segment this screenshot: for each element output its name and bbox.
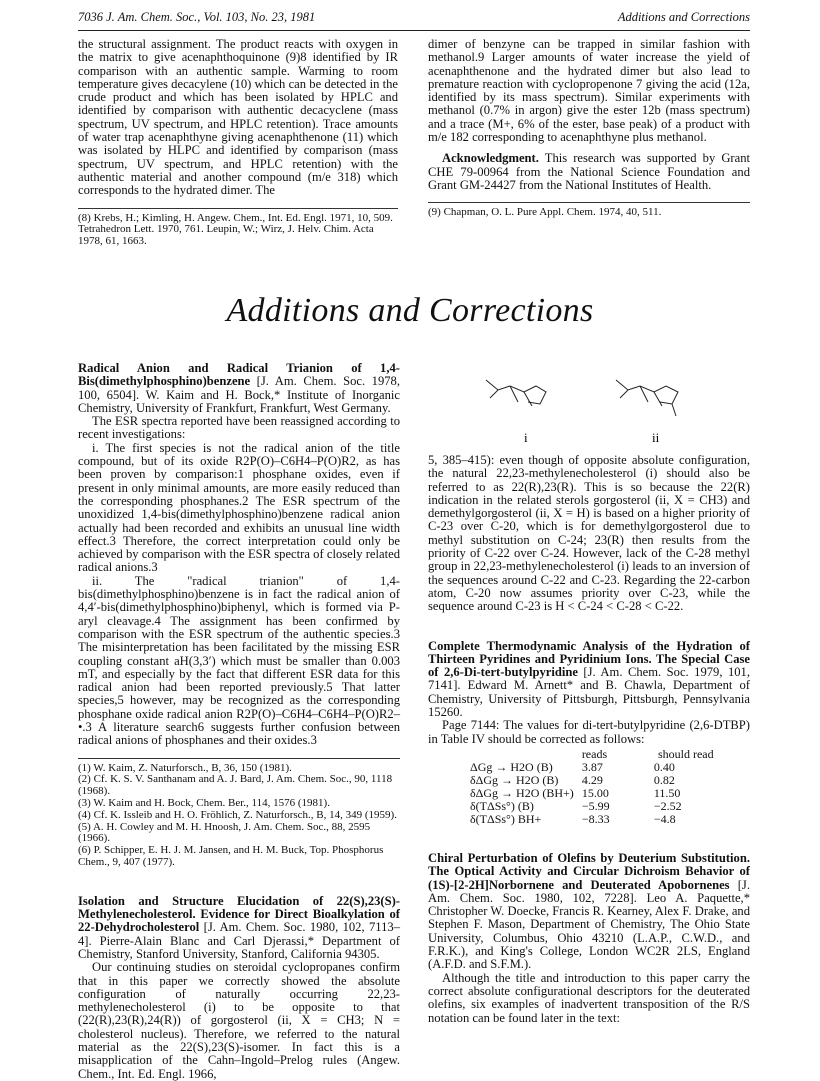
footnote-3: (3) W. Kaim and H. Bock, Chem. Ber., 114, 1576 (1981). xyxy=(78,797,330,809)
table-row xyxy=(466,774,722,787)
row-should: 0.40 xyxy=(653,759,675,774)
top-left-column xyxy=(78,38,398,248)
correction-3-para-1: Page 7144: The values for di-tert-butylpyridine (2,6-DTBP) in Table IV should be corrected as follows: xyxy=(428,718,750,746)
correction-3-heading xyxy=(428,640,750,720)
row-label: δ(TΔSs°) BH+ xyxy=(470,811,542,826)
footnote-5: (5) A. H. Cowley and M. H. Hnoosh, J. Am. Chem. Soc., 88, 2595 (1966). xyxy=(78,820,371,845)
row-reads: 4.29 xyxy=(581,772,603,787)
correction-1-footnotes xyxy=(78,758,400,869)
footnote-2: (2) Cf. K. S. V. Santhanam and A. J. Bard, J. Am. Chem. Soc., 90, 1118 (1968). xyxy=(78,773,393,798)
correction-1-para-1: The ESR spectra reported have been reassigned according to recent investigations: xyxy=(78,414,400,442)
footnote-8: (8) Krebs, H.; Kimling, H. Angew. Chem., Int. Ed. Engl. 1971, 10, 509. Tetrahedron Lett. 1970, 761. Leupin, W.; Wirz, J. Helv. Chim. Acta 1978, 61, 1663. xyxy=(78,211,393,248)
footnote-4: (4) Cf. K. Issleib and H. O. Fröhlich, Z. Naturforsch., B, 14, 349 (1959). xyxy=(78,808,397,821)
correction-1-para-2: i. The first species is not the radical anion of the title compound, but of its oxide R2P(O)–C6H4–P(O)R2, as has been proven by comparison:1 phosphane oxides, even if present in only minimal amounts, are more easily reduced than the corresponding phosphanes.2 The ESR spectrum of the unoxidized 1,4-bis(dimethylphosphino)benzene radical anion actually had been recorded and exhibits an unusual line width effect.3 Therefore, the correct interpretation could only be achieved by comparison with the ESR spectra of closely related radical anions.3 xyxy=(78,440,400,575)
row-reads: 15.00 xyxy=(581,785,609,800)
footnote-1: (1) W. Kaim, Z. Naturforsch., B, 36, 150 (1981). xyxy=(78,761,292,774)
acknowledgment xyxy=(428,152,750,192)
correction-table xyxy=(466,748,722,826)
sterol-structures xyxy=(428,362,750,448)
row-reads: 3.87 xyxy=(581,759,603,774)
row-should: −4.8 xyxy=(653,811,676,826)
correction-2-title: Isolation and Structure Elucidation of 22(S),23(S)-Methylenecholesterol. Evidence for Direct Bioalkylation of 22-Dehydrocholesterol xyxy=(78,893,400,935)
structure-drawings xyxy=(428,362,750,448)
row-should: 0.82 xyxy=(653,772,675,787)
top-left-text: the structural assignment. The product reacts with oxygen in the matrix to give acenaphthoquinone (9)8 identified by IR comparison with an authentic sample. Warming to room temperature gives decacylene (10) which can be detected in the crude product and which has been isolated by HPLC and identified by comparison with authentic decacyclene (mass spectrum, UV spectrum, and HPLC retention). Trace amounts of water trap acenaphthyne giving acenaphthenone (11) which was isolated by HLPC and identified by comparison (mass spectrum, UV spectrum, and HPLC retention) with the authentic material and another compound (m/e 318) which corresponds to the hydrated dimer. The xyxy=(78,37,398,198)
top-right-text: dimer of benzyne can be trapped in similar fashion with methanol.9 Larger amounts of water increase the yield of acenaphthenone and the hydrated dimer but also lead to premature reaction with cyclopropenone 7 giving the acid (12a, identified by its mass spectrum). Similar experiments with methanol (0.7% in argon) give the ester 12b (mass spectrum) and a trace (M+, 6% of the ester, base peak) of a product with m/e 182 corresponding to acenaphthyne plus methanol. xyxy=(428,37,750,145)
section-title: Additions and Corrections xyxy=(226,292,594,329)
table-row xyxy=(466,800,722,813)
footnote-block-top-left xyxy=(78,208,398,248)
row-label: δ(TΔSs°) (B) xyxy=(470,798,534,813)
lower-left-column xyxy=(78,362,400,1081)
col-should-header: should read xyxy=(657,746,714,761)
row-label: ΔGg → H2O (B) xyxy=(470,759,553,774)
correction-2-heading xyxy=(78,895,400,961)
correction-1-para-3: ii. The "radical trianion" of 1,4-bis(dimethylphosphino)benzene is in fact the radical anion of 4,4′-bis(dimethylphosphino)biphenyl, which is formed via P-aryl cleavage.4 The assignment has been confirmed by comparison with the ESR spectrum of the authentic species.3 The misinterpretation has been facilitated by the missing ESR coupling constant aH(3,3′) which must be smaller than 0.003 mT, and especially by the fact that different ESR data for this radical anion had been reported previously.5 That latter species,5 however, may be recognized as the corresponding phosphane oxide radical anion R2P(O)–C6H4–C6H4–P(O)R2–•.3 A literature search6 suggests further confusion between radical anions of phosphanes and their oxides.3 xyxy=(78,573,400,748)
acknowledgment-label: Acknowledgment. xyxy=(442,151,539,166)
correction-3-citation: [J. Am. Chem. Soc. 1979, 101, 7141]. Edward M. Arnett* and B. Chawla, Department of Chemistry, University of Pittsburgh, Pittsburgh, Pennsylvania 15260. xyxy=(428,665,751,720)
acknowledgment-text: This research was supported by Grant CHE 79-00964 from the National Science Foundation and Grant GM-24427 from the National Institutes of Health. xyxy=(428,151,750,192)
structure-i-label: i xyxy=(524,430,528,445)
correction-4-title: Chiral Perturbation of Olefins by Deuterium Substitution. The Optical Activity and Circular Dichroism Behavior of (1S)-[2-2H]Norbornene and Deuterated Apobornenes xyxy=(428,850,750,892)
table-row xyxy=(466,761,722,774)
structure-ii-label: ii xyxy=(652,430,660,445)
running-header xyxy=(78,8,750,31)
row-label: δΔGg → H2O (B) xyxy=(470,772,559,787)
header-section: Additions and Corrections xyxy=(617,10,750,24)
row-label: δΔGg → H2O (BH+) xyxy=(470,785,574,800)
table-row xyxy=(466,813,722,826)
lower-right-column xyxy=(428,362,750,1025)
row-reads: −5.99 xyxy=(581,798,610,813)
correction-1-citation: [J. Am. Chem. Soc. 1978, 100, 6504]. W. Kaim and H. Bock,* Institute of Inorganic Chemistry, University of Frankfurt, Frankfurt, West Germany. xyxy=(78,374,400,415)
row-reads: −8.33 xyxy=(581,811,610,826)
table-header-row xyxy=(466,748,722,761)
footnote-9: (9) Chapman, O. L. Pure Appl. Chem. 1974, 40, 511. xyxy=(428,206,662,219)
correction-2-para-1: Our continuing studies on steroidal cyclopropanes confirm that in this paper we correctly showed the absolute configuration of naturally occurring 22,23-methylenecholesterol (i) to be opposite to that (22(R),23(R),24(R)) of gorgosterol (ii, X = CH3; N = cholesterol nucleus). Therefore, we referred to the natural material as the 22(S),23(S)-isomer. In fact this is a misapplication of the Cahn–Ingold–Prelog rules (Angew. Chem., Int. Ed. Engl. 1966, xyxy=(78,960,400,1081)
table-row xyxy=(466,787,722,800)
header-journal: 7036 J. Am. Chem. Soc., Vol. 103, No. 23, 1981 xyxy=(78,10,316,24)
row-should: 11.50 xyxy=(653,785,681,800)
correction-4-heading xyxy=(428,852,750,972)
correction-4-para-1: Although the title and introduction to this paper carry the correct absolute configurational descriptors for the deuterated olefins, six examples of inadvertent transposition of the R/S notation can be found later in the text: xyxy=(428,970,750,1025)
correction-3-title: Complete Thermodynamic Analysis of the Hydration of Thirteen Pyridines and Pyridinium Ions. The Special Case of 2,6-Di-tert-butylpyridine xyxy=(428,638,750,680)
correction-1-title: Radical Anion and Radical Trianion of 1,4-Bis(dimethylphosphino)benzene xyxy=(78,361,400,389)
correction-2-citation: [J. Am. Chem. Soc. 1980, 102, 7113–4]. Pierre-Alain Blanc and Carl Djerassi,* Department of Chemistry, Stanford University, Stanford, California 94305. xyxy=(78,920,400,961)
top-right-column xyxy=(428,38,750,219)
correction-1-heading xyxy=(78,362,400,415)
footnote-block-top-right xyxy=(428,202,750,219)
row-should: −2.52 xyxy=(653,798,682,813)
footnote-6: (6) P. Schipper, E. H. J. M. Jansen, and H. M. Buck, Top. Phosphorus Chem., 9, 407 (1977). xyxy=(78,844,384,868)
correction-2-para-2: 5, 385–415): even though of opposite absolute configuration, the natural 22,23-methylenecholesterol (i) should also be referred to as 22(R),23(R). This is so because the 22(R) indication in the related sterols gorgosterol (ii, X = CH3) and demethylgorgosterol (ii, X = H) is based on a higher priority of C-23 over C-20, which is for demethylgorgosterol due to methyl substitution on C-24; 23(R) then results from the priority of C-22 over C-24. However, lack of the C-28 methyl group in 22,23-methylenecholesterol (i) leads to an inversion of the sequences around C-22 and C-23. Regarding the 22-carbon atom, C-20 now assumes priority over C-23, while the sequence around C-23 is H < C-24 < C-28 < C-22. xyxy=(428,453,750,614)
col-reads-header: reads xyxy=(581,746,608,761)
correction-4-citation: [J. Am. Chem. Soc. 1980, 102, 7228]. Leo A. Paquette,* Christopher W. Doecke, Francis R. Kearney, Alex F. Drake, and Stephen F. Mason, Department of Chemistry, The Ohio State University, Columbus, Ohio 43210 (L.A.P., C.W.D., and F.R.K.), and King's College, London WC2R 2LS, England (A.F.D. and S.F.M.). xyxy=(428,877,750,972)
